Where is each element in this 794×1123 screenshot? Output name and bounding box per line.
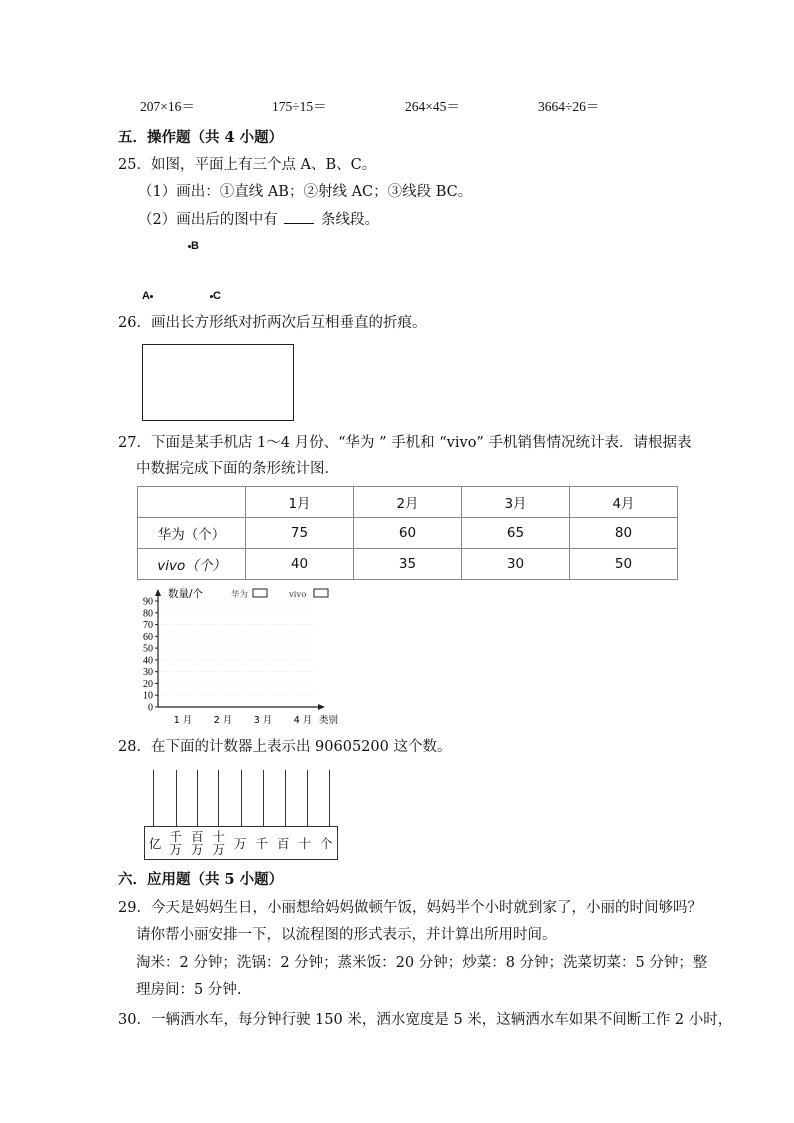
legend-swatch [253,589,267,597]
q28-stem: 28．在下面的计数器上表示出 90605200 这个数。 [118,739,452,755]
counter-rod[interactable] [176,770,177,826]
counter-place-label [208,830,230,856]
section6-title: 六．应用题（共 5 小题） [118,871,284,888]
q25-answer-blank[interactable] [284,209,314,224]
table-cell: 75 [246,518,354,549]
calc-item-4: 3664÷26＝ [538,99,600,114]
point-a-dot [150,295,153,298]
counter-place-label [251,837,273,850]
point-b-label: B [191,240,199,252]
counter-place-char: 个 [319,835,333,851]
table-row [138,518,678,549]
q29-line3: 淘米：2 分钟；洗锅：2 分钟；蒸米饭：20 分钟；炒菜：8 分钟；洗菜切菜：5 分钟；整 [136,955,708,971]
paper-rectangle[interactable] [142,344,294,421]
counter-place-char: 百 [276,835,290,851]
x-axis-label: 类别 [319,715,339,726]
counter-place-char: 十 [212,829,225,844]
legend-swatch [314,589,328,597]
counter-place-char: 百 [190,829,204,844]
counter-place-label [145,837,165,850]
legend-label: 华为 [231,590,249,600]
x-tick-label: 2 月 [213,715,233,726]
q27-line1: 27．下面是某手机店 1～4 月份、“华为 ” 手机和 “vivo” 手机销售情况统计表．请根据表 [118,435,692,451]
point-b [188,240,199,252]
table-cell [138,487,246,518]
y-tick-label: 0 [148,702,153,714]
x-axis-arrow [318,704,325,710]
counter-place-label [187,830,209,856]
counter-place-char: 万 [233,835,247,851]
q25-part1: （1）画出：①直线 AB；②射线 AC；③线段 BC。 [138,184,473,200]
y-tick-label: 20 [143,678,153,690]
table-cell: 华为（个） [138,518,246,549]
y-axis-label: 数量/个 [168,588,204,600]
x-tick-label: 1 月 [173,715,193,726]
table-cell: 65 [462,518,570,549]
counter-rod[interactable] [153,770,154,826]
table-cell: 80 [570,518,678,549]
counter-rod[interactable] [218,770,219,826]
counter-base [144,826,338,860]
counter-place-char: 万 [169,842,182,857]
point-a-label: A [142,290,150,302]
counter-place-label [316,837,338,850]
q25-part2-before: （2）画出后的图中有 [138,212,278,228]
y-axis-arrow [155,589,161,596]
q25-part2 [138,209,379,230]
x-tick-label: 4 月 [293,715,313,726]
counter-place-char: 十 [298,835,311,851]
y-tick-label: 30 [143,667,153,679]
table-cell: 1月 [246,487,354,518]
counter-rod[interactable] [307,770,308,826]
q25-part2-after: 条线段。 [320,212,379,228]
q27-line2: 中数据完成下面的条形统计图． [136,461,339,477]
bar-chart[interactable] [138,583,368,728]
counter-place-char: 千 [255,835,268,851]
table-cell: 30 [462,549,570,580]
q29-line4: 理房间：5 分钟. [136,982,242,998]
table-cell: 50 [570,549,678,580]
counter-rod[interactable] [197,770,198,826]
y-tick-label: 90 [143,596,153,608]
point-c-label: C [213,290,221,302]
table-row [138,549,678,580]
counter-place-label [294,837,316,850]
point-a [142,290,153,302]
y-tick-label: 80 [143,608,153,620]
calc-item-2: 175÷15＝ [272,99,327,114]
counter-rod[interactable] [241,770,242,826]
table-header-row [138,487,678,518]
counter-place-label [165,830,187,856]
counter-place-char: 万 [190,842,204,857]
y-tick-label: 10 [143,690,153,702]
table-cell: 2月 [354,487,462,518]
counter-place-label [230,837,252,850]
counter-rod[interactable] [329,770,330,826]
y-tick-label: 40 [143,655,153,667]
counter-place-char: 亿 [148,835,162,851]
sales-table [137,486,678,580]
q29-line2: 请你帮小丽安排一下，以流程图的形式表示，并计算出所用时间。 [136,927,557,943]
q30-line1: 30．一辆洒水车，每分钟行驶 150 米，洒水宽度是 5 米，这辆洒水车如果不间断工作 2 小时， [118,1012,733,1028]
x-tick-label: 3 月 [253,715,273,726]
y-tick-label: 60 [143,631,153,643]
counter-place-label [273,837,295,850]
table-cell: vivo（个） [138,549,246,580]
table-cell: 4月 [570,487,678,518]
counter-rod[interactable] [263,770,264,826]
y-tick-label: 50 [143,643,153,655]
counter-place-char: 千 [169,829,182,844]
q25-stem: 25．如图，平面上有三个点 A、B、C。 [118,157,377,173]
legend-label: vivo [289,590,307,600]
q29-line1: 29．今天是妈妈生日，小丽想给妈妈做顿午饭，妈妈半个小时就到家了，小丽的时间够吗？ [118,900,702,916]
calc-item-3: 264×45＝ [405,99,460,114]
y-tick-label: 70 [143,620,153,632]
counter-rod[interactable] [285,770,286,826]
q26-stem: 26．画出长方形纸对折两次后互相垂直的折痕。 [118,315,427,331]
table-cell: 60 [354,518,462,549]
section5-title: 五．操作题（共 4 小题） [118,129,284,146]
table-cell: 40 [246,549,354,580]
table-cell: 35 [354,549,462,580]
counter-place-char: 万 [212,842,225,857]
calc-item-1: 207×16＝ [140,99,195,114]
point-c [210,290,221,302]
table-cell: 3月 [462,487,570,518]
